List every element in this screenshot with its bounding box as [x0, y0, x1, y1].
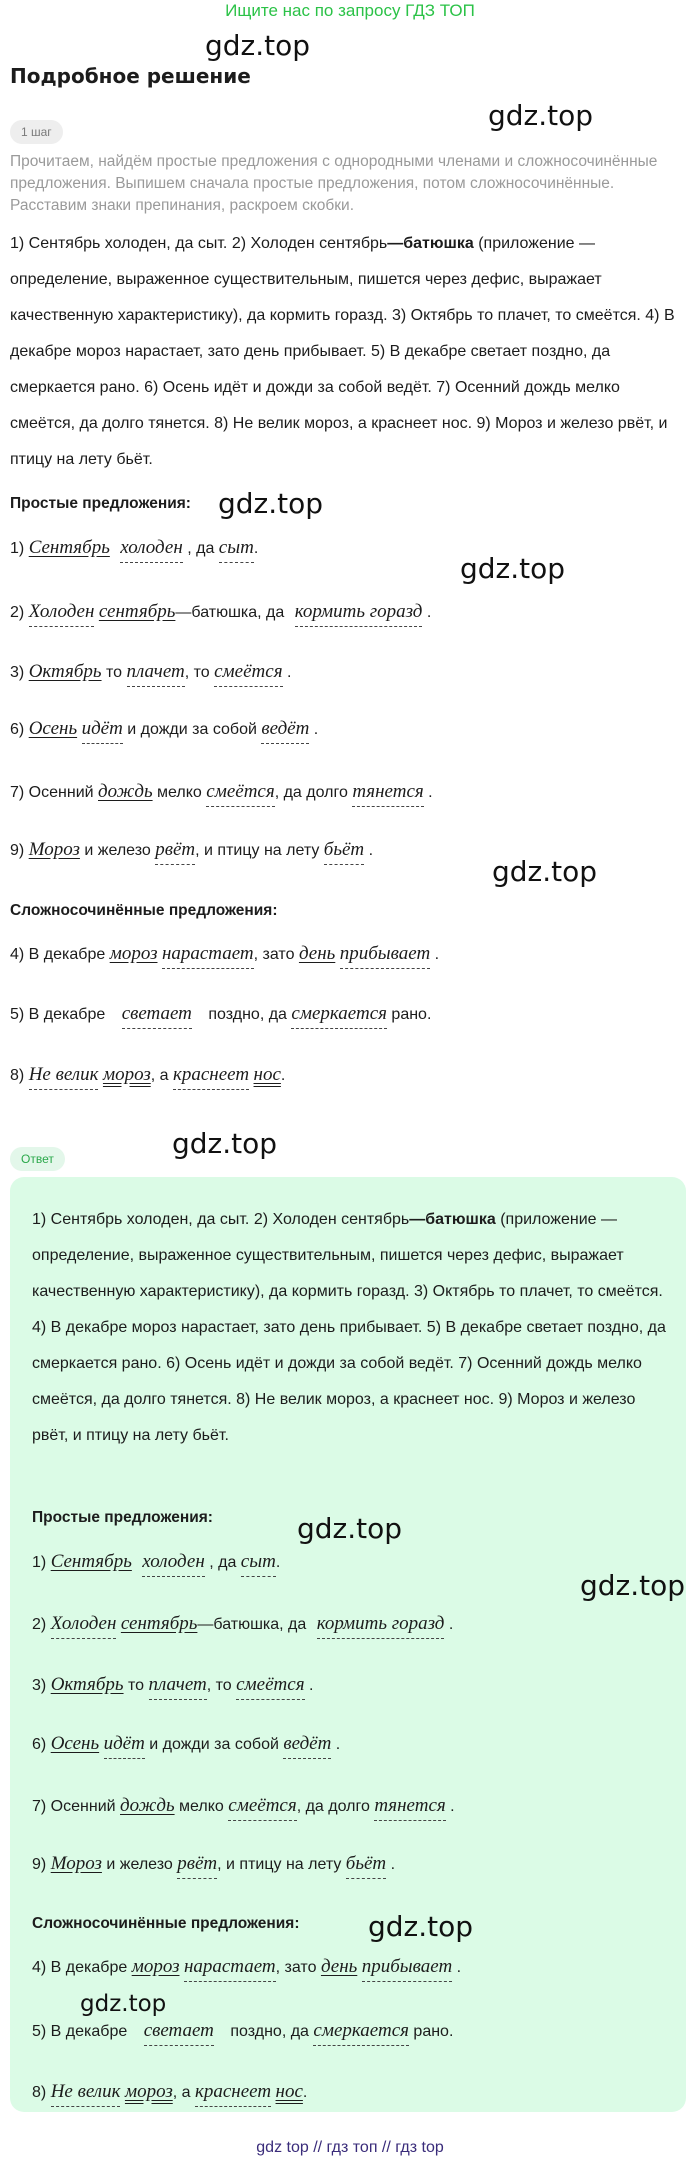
subject: Октябрь — [28, 661, 102, 682]
text: и дожди за собой — [149, 1736, 279, 1753]
predicate: идёт — [104, 1732, 145, 1759]
watermark: gdz.top — [492, 855, 598, 888]
answer-sentence-1 — [32, 1550, 280, 1577]
text: . — [368, 842, 374, 859]
text: . — [287, 664, 292, 681]
subject: мороз — [109, 943, 158, 964]
predicate: Холоден — [29, 600, 95, 627]
subject: Мороз — [28, 839, 80, 860]
text: . — [302, 2084, 308, 2101]
predicate: смеётся — [236, 1673, 304, 1700]
predicate: кормить горазд — [295, 600, 423, 627]
text: , и птицу на лету — [217, 1856, 342, 1873]
text: —батюшка, да — [197, 1616, 307, 1633]
watermark: gdz.top — [297, 1512, 403, 1545]
number: 2) — [10, 604, 25, 621]
subject: Сентябрь — [28, 537, 110, 558]
sentence-1 — [10, 536, 258, 563]
answer-sentence-7 — [32, 1794, 455, 1821]
text: . — [456, 1959, 462, 1976]
subject: нос — [275, 2081, 303, 2102]
answer-badge: Ответ — [10, 1147, 65, 1171]
subject: Сентябрь — [50, 1551, 132, 1572]
predicate: светает — [144, 2019, 214, 2046]
watermark: gdz.top — [205, 29, 311, 62]
number: 8) — [32, 2084, 47, 2101]
predicate: тянется — [374, 1794, 445, 1821]
answer-sentence-2 — [32, 1612, 453, 1639]
predicate: Не велик — [51, 2080, 121, 2107]
sentence-2 — [10, 600, 431, 627]
number: 2) — [32, 1616, 47, 1633]
bold-text: —батюшка — [387, 235, 474, 252]
text: мелко — [157, 784, 202, 801]
subject: дождь — [120, 1795, 175, 1816]
watermark: gdz.top — [488, 99, 594, 132]
text: рано. — [391, 1006, 432, 1023]
answer-sentence-4 — [32, 1955, 461, 1982]
predicate: ведёт — [261, 717, 309, 744]
number: 6) — [10, 721, 25, 738]
intro-text: Прочитаем, найдём простые предложения с однородными членами и сложносочинённые предложения. Выпишем сначала простые предложения, потом сложносочинённые. Расставим знаки препинания, раскроем скобки. — [10, 153, 658, 214]
text: . — [450, 1798, 455, 1815]
subject: Мороз — [50, 1853, 102, 1874]
text: , да — [187, 540, 215, 557]
predicate: рвёт — [177, 1852, 217, 1879]
predicate: сыт — [241, 1550, 276, 1577]
predicate: холоден — [120, 536, 182, 563]
sentence-9 — [10, 838, 373, 865]
footer-links[interactable]: gdz top // гдз топ // гдз top — [256, 2139, 444, 2156]
number: 9) — [10, 842, 25, 859]
number: 1) — [32, 1554, 47, 1571]
predicate: ведёт — [283, 1732, 331, 1759]
simple-heading: Простые предложения: — [10, 495, 191, 512]
text: и железо — [84, 842, 151, 859]
text: . — [434, 946, 440, 963]
answer-sentence-5 — [32, 2019, 453, 2046]
text-part: (приложение — определение, выраженное существительным, пишется через дефис, выражает качественную характеристику), да кормить горазд. 3) Октябрь то плачет, то смеётся. 4) В декабре мороз нарастает, зато день прибывает. 5) В декабре светает поздно, да смеркается рано. 6) Осень идёт и дожди за собой ведёт. 7) Осенний дождь мелко смеётся, да долго тянется. 8) Не велик мороз, а краснеет нос. 9) Мороз и железо рвёт, и птицу на лету бьёт. — [32, 1211, 666, 1444]
number: 3) — [32, 1677, 47, 1694]
text: . — [428, 784, 433, 801]
number: 7) Осенний — [32, 1798, 116, 1815]
predicate: краснеет — [195, 2080, 271, 2107]
text: . — [275, 1554, 281, 1571]
subject: Осень — [28, 718, 78, 739]
text: то — [106, 664, 123, 681]
text: , то — [206, 1677, 232, 1694]
watermark: gdz.top — [80, 1991, 167, 2017]
text: . — [335, 1736, 341, 1753]
number: 5) В декабре — [32, 2023, 128, 2040]
watermark: gdz.top — [580, 1569, 686, 1602]
text: . — [280, 1067, 286, 1084]
sentence-8 — [10, 1063, 285, 1090]
predicate: бьёт — [324, 838, 364, 865]
subject: нос — [253, 1064, 281, 1085]
answer-sentence-8 — [32, 2080, 307, 2107]
watermark: gdz.top — [172, 1127, 278, 1160]
subject: дождь — [98, 781, 153, 802]
text: , зато — [275, 1959, 317, 1976]
text: и дожди за собой — [127, 721, 257, 738]
complex-heading: Сложносочинённые предложения: — [32, 1915, 300, 1932]
text: поздно, да — [230, 2023, 309, 2040]
watermark: gdz.top — [460, 552, 566, 585]
page-title: Подробное решение — [10, 64, 251, 88]
text-part: (приложение — определение, выраженное существительным, пишется через дефис, выражает качественную характеристику), да кормить горазд. 3) Октябрь то плачет, то смеётся. 4) В декабре мороз нарастает, зато день прибывает. 5) В декабре светает поздно, да смеркается рано. 6) Осень идёт и дожди за собой ведёт. 7) Осенний дождь мелко смеётся, да долго тянется. 8) Не велик мороз, а краснеет нос. 9) Мороз и железо рвёт, и птицу на лету бьёт. — [10, 235, 675, 468]
predicate: идёт — [82, 717, 123, 744]
number: 3) — [10, 664, 25, 681]
predicate: смеркается — [291, 1002, 387, 1029]
text: , да долго — [274, 784, 348, 801]
predicate: кормить горазд — [317, 1612, 445, 1639]
predicate: прибывает — [340, 942, 430, 969]
sentence-3 — [10, 660, 291, 687]
predicate: нарастает — [162, 942, 254, 969]
predicate: краснеет — [173, 1063, 249, 1090]
text: —батюшка, да — [175, 604, 285, 621]
text-part: 1) Сентябрь холоден, да сыт. 2) Холоден сентябрь — [10, 235, 388, 252]
text: . — [313, 721, 319, 738]
sentence-4 — [10, 942, 439, 969]
text: то — [128, 1677, 145, 1694]
subject: день — [298, 943, 336, 964]
subject: Осень — [50, 1733, 100, 1754]
text: , и птицу на лету — [195, 842, 320, 859]
solution-text — [10, 226, 680, 478]
predicate: плачет — [149, 1673, 207, 1700]
text: . — [253, 540, 259, 557]
watermark: gdz.top — [218, 487, 324, 520]
predicate: светает — [122, 1002, 192, 1029]
text-part: 1) Сентябрь холоден, да сыт. 2) Холоден сентябрь — [32, 1211, 410, 1228]
predicate: прибывает — [362, 1955, 452, 1982]
predicate: бьёт — [346, 1852, 386, 1879]
simple-heading: Простые предложения: — [32, 1509, 213, 1526]
predicate: смеётся — [228, 1794, 296, 1821]
subject: сентябрь — [98, 601, 176, 622]
answer-sentence-6 — [32, 1732, 340, 1759]
step-badge: 1 шаг — [10, 120, 63, 144]
complex-heading: Сложносочинённые предложения: — [10, 902, 278, 919]
bold-text: —батюшка — [409, 1211, 496, 1228]
subject: Октябрь — [50, 1674, 124, 1695]
text: , то — [184, 664, 210, 681]
watermark: gdz.top — [368, 1910, 474, 1943]
sentence-6 — [10, 717, 318, 744]
number: 9) — [32, 1856, 47, 1873]
text: , зато — [253, 946, 295, 963]
subject: сентябрь — [120, 1613, 198, 1634]
sentence-5 — [10, 1002, 431, 1029]
number: 5) В декабре — [10, 1006, 106, 1023]
predicate: сыт — [219, 536, 254, 563]
predicate: плачет — [127, 660, 185, 687]
predicate: смеркается — [313, 2019, 409, 2046]
number: 6) — [32, 1736, 47, 1753]
text: . — [448, 1616, 454, 1633]
search-banner[interactable]: Ищите нас по запросу ГДЗ ТОП — [225, 1, 475, 20]
text: мелко — [179, 1798, 224, 1815]
sentence-7 — [10, 780, 433, 807]
answer-sentence-3 — [32, 1673, 313, 1700]
text: и железо — [106, 1856, 173, 1873]
text: , а — [172, 2084, 191, 2101]
number: 1) — [10, 540, 25, 557]
number: 8) — [10, 1067, 25, 1084]
predicate: смеётся — [214, 660, 282, 687]
predicate: тянется — [352, 780, 423, 807]
text: . — [309, 1677, 314, 1694]
number: 7) Осенний — [10, 784, 94, 801]
text: , да долго — [296, 1798, 370, 1815]
answer-sentence-9 — [32, 1852, 395, 1879]
text: , да — [209, 1554, 237, 1571]
predicate: нарастает — [184, 1955, 276, 1982]
predicate: холоден — [142, 1550, 204, 1577]
predicate: рвёт — [155, 838, 195, 865]
answer-text — [32, 1202, 672, 1454]
subject: мороз — [102, 1064, 151, 1085]
subject: день — [320, 1956, 358, 1977]
text: , а — [150, 1067, 169, 1084]
predicate: смеётся — [206, 780, 274, 807]
subject: мороз — [131, 1956, 180, 1977]
number: 4) В декабре — [10, 946, 106, 963]
text: . — [426, 604, 432, 621]
subject: мороз — [124, 2081, 173, 2102]
number: 4) В декабре — [32, 1959, 128, 1976]
predicate: Не велик — [29, 1063, 99, 1090]
text: поздно, да — [208, 1006, 287, 1023]
text: . — [390, 1856, 396, 1873]
text: рано. — [413, 2023, 454, 2040]
predicate: Холоден — [51, 1612, 117, 1639]
